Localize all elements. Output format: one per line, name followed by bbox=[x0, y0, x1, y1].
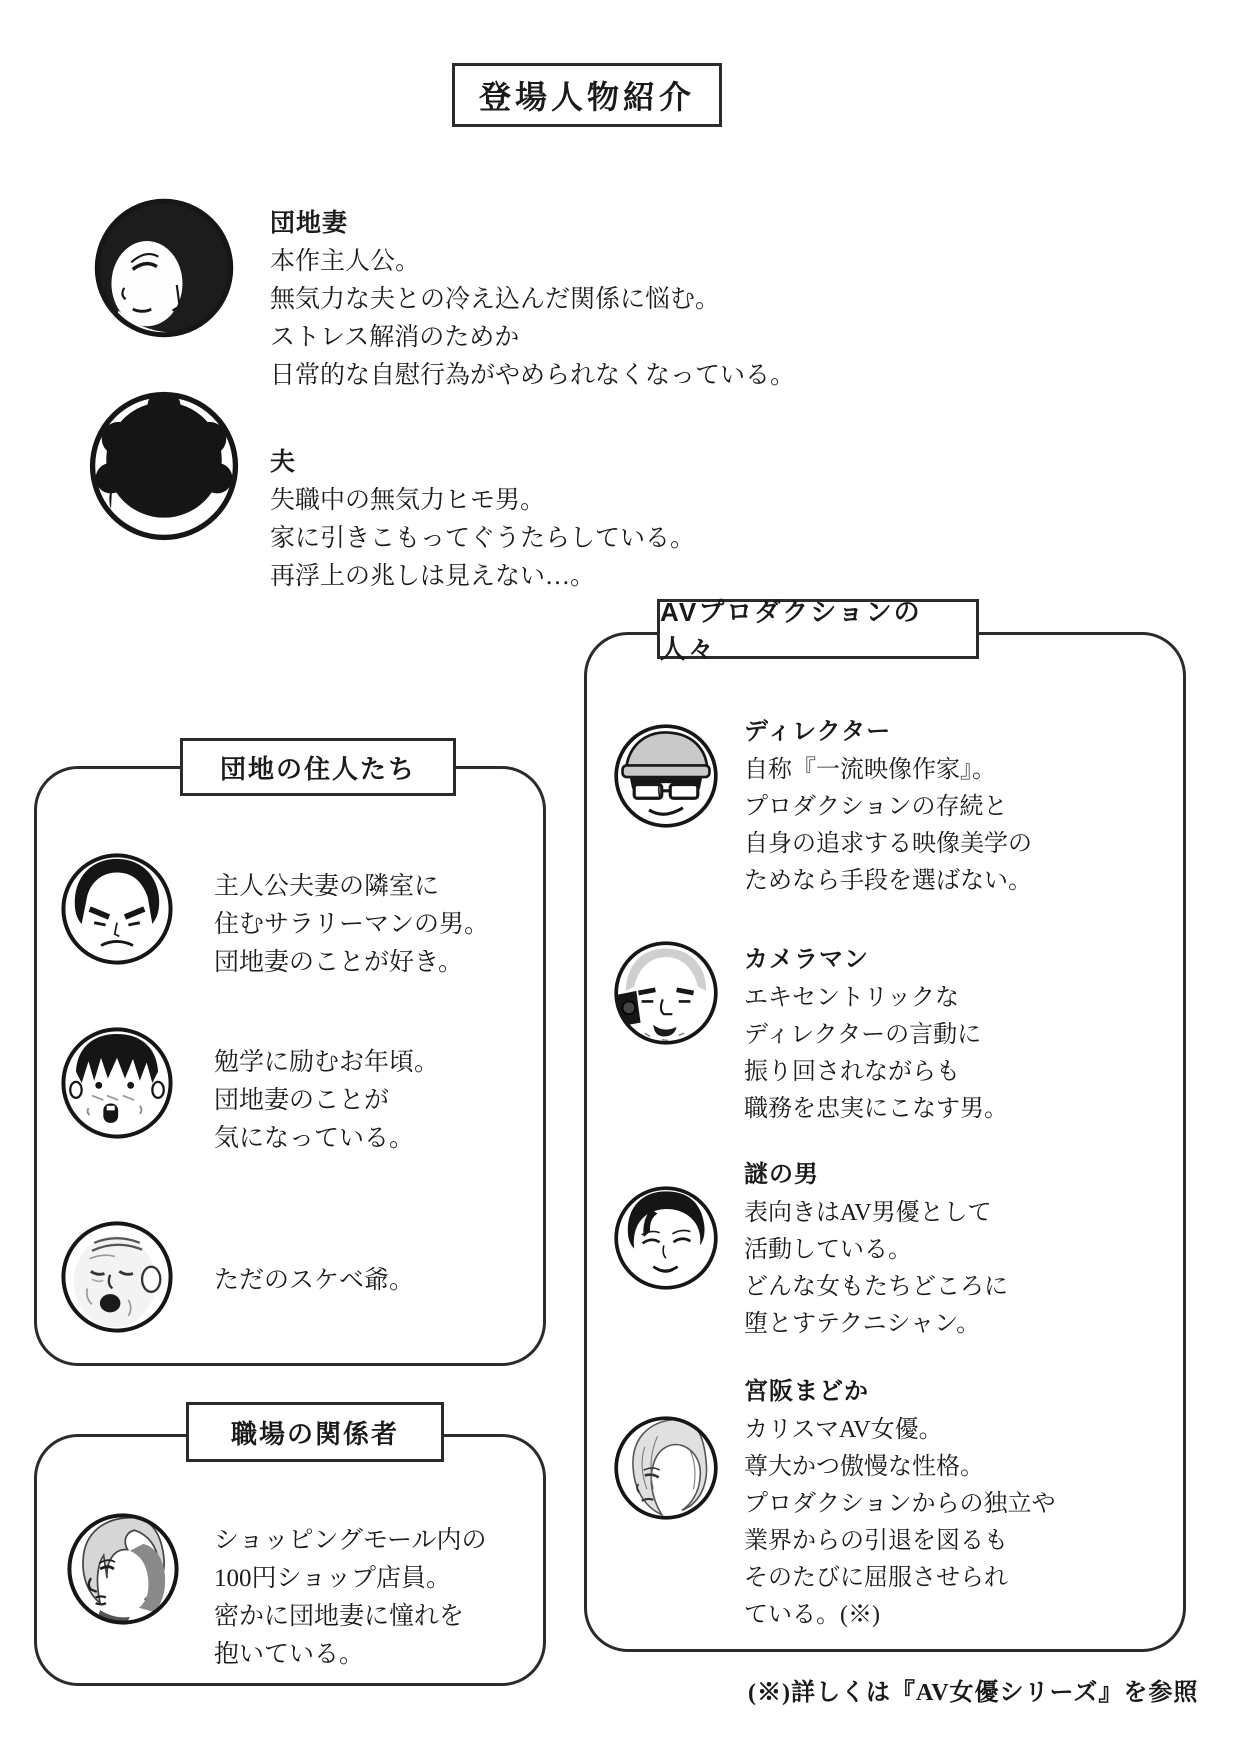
student-description bbox=[214, 1044, 439, 1158]
character-name: カメラマン bbox=[744, 946, 869, 973]
character-bio: 自称『一流映像作家』。 プロダクションの存続と 自身の追求する映像美学の ためなら手段を選ばない。 bbox=[744, 757, 1032, 894]
character-bio: 表向きはAV男優として 活動している。 どんな女もたちどころに 堕とすテクニシャン。 bbox=[744, 1200, 1008, 1337]
director-portrait bbox=[613, 723, 719, 829]
shop-clerk-description bbox=[214, 1522, 487, 1674]
character-name: 宮阪まどか bbox=[744, 1378, 869, 1405]
mystery-man-description bbox=[744, 1155, 1008, 1343]
character-name: 団地妻 bbox=[270, 209, 349, 237]
page-title: 登場人物紹介 bbox=[452, 63, 722, 127]
character-bio: 本作主人公。 無気力な夫との冷え込んだ関係に悩む。 ストレス解消のためか 日常的な自慰行為がやめられなくなっている。 bbox=[270, 248, 796, 389]
madoka-description bbox=[744, 1372, 1056, 1634]
character-bio: ショッピングモール内の 100円ショップ店員。 密かに団地妻に憧れを 抱いている。 bbox=[214, 1527, 487, 1668]
character-bio: 勉学に励むお年頃。 団地妻のことが 気になっている。 bbox=[214, 1049, 440, 1152]
salaryman-description bbox=[214, 868, 489, 982]
madoka-portrait bbox=[613, 1415, 719, 1521]
shop-clerk-portrait bbox=[66, 1512, 180, 1626]
workplace-header: 職場の関係者 bbox=[186, 1402, 444, 1462]
av-production-header: AVプロダクションの人々 bbox=[657, 599, 979, 659]
character-bio: カリスマAV女優。 尊大かつ傲慢な性格。 プロダクションからの独立や 業界からの引退を図るも そのたびに屈服させられ ている。(※) bbox=[744, 1417, 1056, 1628]
character-bio: ただのスケベ爺。 bbox=[214, 1267, 415, 1294]
student-portrait bbox=[60, 1026, 174, 1140]
character-name: 謎の男 bbox=[744, 1161, 819, 1188]
character-bio: 主人公夫妻の隣室に 住むサラリーマンの男。 団地妻のことが好き。 bbox=[214, 873, 490, 976]
footnote: (※)詳しくは『AV女優シリーズ』を参照 bbox=[748, 1680, 1199, 1706]
residents-header: 団地の住人たち bbox=[180, 738, 456, 796]
salaryman-portrait bbox=[60, 852, 174, 966]
director-description bbox=[744, 712, 1032, 900]
mystery-man-portrait bbox=[613, 1185, 719, 1291]
character-bio: 失職中の無気力ヒモ男。 家に引きこもってぐうたらしている。 再浮上の兆しは見えない…。 bbox=[270, 487, 696, 590]
character-name: 夫 bbox=[270, 448, 297, 476]
character-name: ディレクター bbox=[744, 718, 892, 745]
cameraman-portrait bbox=[613, 940, 719, 1046]
cameraman-description bbox=[744, 940, 1008, 1128]
old-man-description bbox=[214, 1262, 414, 1300]
wife-portrait bbox=[93, 197, 235, 339]
old-man-portrait bbox=[60, 1220, 174, 1334]
husband-description bbox=[270, 442, 695, 596]
husband-portrait bbox=[88, 390, 240, 542]
character-bio: エキセントリックな ディレクターの言動に 振り回されながらも 職務を忠実にこなす男。 bbox=[744, 985, 1008, 1122]
wife-description bbox=[270, 203, 795, 395]
